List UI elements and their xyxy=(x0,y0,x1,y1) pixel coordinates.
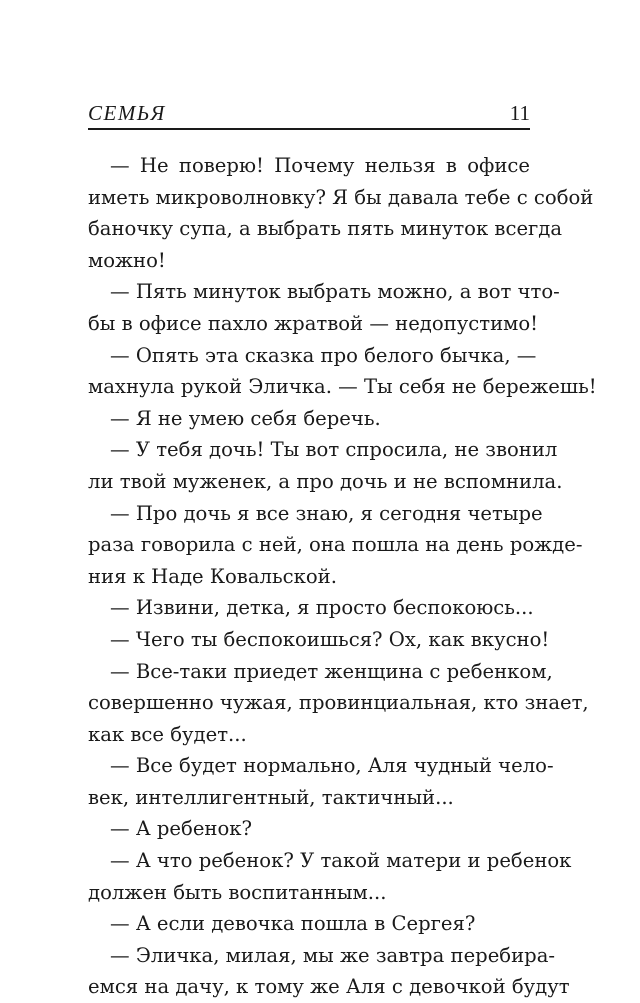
text-line: — Не поверю! Почему нельзя в офисе xyxy=(110,154,530,177)
text-line: — Пять минуток выбрать можно, а вот что- xyxy=(110,280,560,304)
text-line: век, интеллигентный, тактичный... xyxy=(88,785,454,809)
text-line: ния к Наде Ковальской. xyxy=(88,564,337,588)
header-rule xyxy=(88,128,530,130)
text-line: — А ребенок? xyxy=(110,817,253,841)
text-line: баночку супа, а выбрать пять минуток всегда xyxy=(88,217,563,241)
running-head xyxy=(88,99,530,127)
running-title: СЕМЬЯ xyxy=(88,101,166,125)
text-line: раза говорила с ней, она пошла на день рожде- xyxy=(88,533,583,557)
text-line: — Чего ты беспокоишься? Ох, как вкусно! xyxy=(110,627,550,651)
page-number: 11 xyxy=(509,101,530,125)
text-line: — Про дочь я все знаю, я сегодня четыре xyxy=(110,501,543,525)
body-text xyxy=(88,150,597,1003)
text-line: махнула рукой Эличка. — Ты себя не бережешь! xyxy=(88,375,597,399)
text-line: — Эличка, милая, мы же завтра перебира- xyxy=(110,943,556,967)
text-line: — Опять эта сказка про белого бычка, — xyxy=(110,343,537,367)
text-line: емся на дачу, к тому же Аля с девочкой будут xyxy=(88,975,570,999)
text-line: иметь микроволновку? Я бы давала тебе с собой xyxy=(88,185,594,209)
text-line: можно! xyxy=(88,248,166,272)
text-line: — Извини, детка, я просто беспокоюсь... xyxy=(110,596,534,620)
text-line: — А что ребенок? У такой матери и ребенок xyxy=(110,849,572,873)
text-line: — У тебя дочь! Ты вот спросила, не звонил xyxy=(110,438,558,462)
text-line: должен быть воспитанным... xyxy=(88,880,387,904)
text-line: — Все будет нормально, Аля чудный чело- xyxy=(110,754,554,778)
text-line: — Я не умею себя беречь. xyxy=(110,406,381,430)
text-line: совершенно чужая, провинциальная, кто знает, xyxy=(88,691,589,715)
text-line: ли твой муженек, а про дочь и не вспомнила. xyxy=(88,469,563,493)
text-line: — А если девочка пошла в Сергея? xyxy=(110,912,476,936)
text-line: бы в офисе пахло жратвой — недопустимо! xyxy=(88,311,539,335)
text-line: как все будет... xyxy=(88,722,247,746)
text-line: — Все-таки приедет женщина с ребенком, xyxy=(110,659,553,683)
